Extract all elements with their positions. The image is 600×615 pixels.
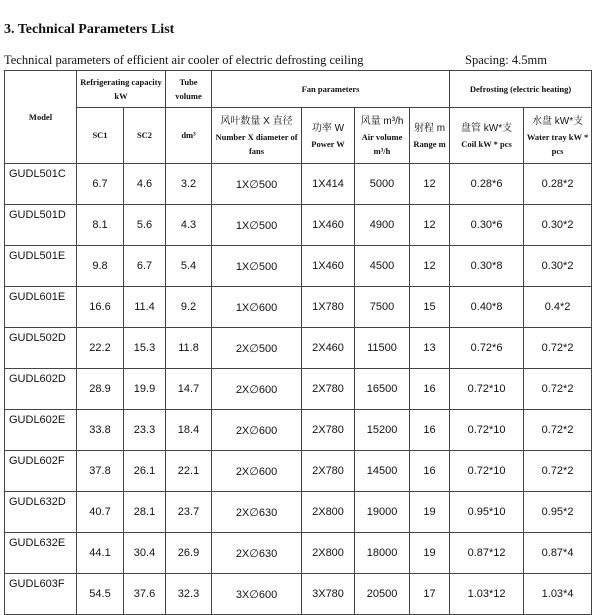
cell-air-volume: 16500 bbox=[355, 369, 410, 410]
header-coil bbox=[450, 108, 524, 164]
cell-coil: 0.72*10 bbox=[450, 369, 524, 410]
cell-power: 1X414 bbox=[302, 164, 355, 205]
cell-sc1: 22.2 bbox=[77, 328, 124, 369]
cell-sc2: 30.4 bbox=[124, 533, 166, 574]
header-row-groups bbox=[5, 71, 592, 108]
header-power-en: Power W bbox=[311, 138, 345, 149]
cell-water-tray: 0.30*2 bbox=[524, 205, 592, 246]
header-water-tray-en: Water tray kW * pcs bbox=[526, 131, 589, 156]
cell-air-volume: 11500 bbox=[355, 328, 410, 369]
technical-parameters-table bbox=[4, 70, 592, 615]
cell-tube-volume: 23.7 bbox=[166, 492, 212, 533]
header-defrosting: Defrosting (electric heating) bbox=[450, 71, 592, 108]
cell-power: 2X800 bbox=[302, 492, 355, 533]
header-sc1: SC1 bbox=[77, 108, 124, 164]
cell-model: GUDL501E bbox=[5, 246, 77, 287]
cell-water-tray: 0.87*4 bbox=[524, 533, 592, 574]
header-model: Model bbox=[5, 71, 77, 164]
cell-air-volume: 14500 bbox=[355, 451, 410, 492]
cell-model: GUDL602E bbox=[5, 410, 77, 451]
cell-power: 1X460 bbox=[302, 246, 355, 287]
cell-range: 15 bbox=[410, 287, 450, 328]
page-heading: 3. Technical Parameters List bbox=[4, 22, 175, 37]
cell-model: GUDL603F bbox=[5, 574, 77, 615]
cell-sc2: 5.6 bbox=[124, 205, 166, 246]
cell-fans: 1X∅500 bbox=[212, 246, 302, 287]
cell-power: 2X780 bbox=[302, 451, 355, 492]
header-air-volume-en: Air volume m³/h bbox=[361, 131, 403, 156]
table-row bbox=[5, 410, 592, 451]
cell-tube-volume: 3.2 bbox=[166, 164, 212, 205]
cell-coil: 1.03*12 bbox=[450, 574, 524, 615]
cell-range: 12 bbox=[410, 164, 450, 205]
cell-air-volume: 19000 bbox=[355, 492, 410, 533]
cell-air-volume: 20500 bbox=[355, 574, 410, 615]
cell-coil: 0.40*8 bbox=[450, 287, 524, 328]
header-tube-volume: Tube volume bbox=[166, 71, 212, 108]
table-row bbox=[5, 492, 592, 533]
header-power bbox=[302, 108, 355, 164]
header-fan-parameters: Fan parameters bbox=[212, 71, 450, 108]
cell-range: 12 bbox=[410, 246, 450, 287]
cell-power: 2X800 bbox=[302, 533, 355, 574]
table-row bbox=[5, 287, 592, 328]
cell-model: GUDL502D bbox=[5, 328, 77, 369]
cell-sc2: 26.1 bbox=[124, 451, 166, 492]
header-fan-count-cn: 风叶数量 X 直径 bbox=[220, 115, 293, 127]
cell-fans: 1X∅500 bbox=[212, 164, 302, 205]
table-row bbox=[5, 205, 592, 246]
cell-air-volume: 7500 bbox=[355, 287, 410, 328]
cell-water-tray: 0.30*2 bbox=[524, 246, 592, 287]
cell-sc1: 8.1 bbox=[77, 205, 124, 246]
cell-range: 19 bbox=[410, 533, 450, 574]
cell-coil: 0.72*6 bbox=[450, 328, 524, 369]
header-range-en: Range m bbox=[413, 138, 446, 149]
cell-tube-volume: 11.8 bbox=[166, 328, 212, 369]
cell-sc1: 33.8 bbox=[77, 410, 124, 451]
header-water-tray bbox=[524, 108, 592, 164]
cell-tube-volume: 9.2 bbox=[166, 287, 212, 328]
cell-sc1: 6.7 bbox=[77, 164, 124, 205]
table-row bbox=[5, 246, 592, 287]
cell-fans: 1X∅600 bbox=[212, 287, 302, 328]
cell-water-tray: 0.28*2 bbox=[524, 164, 592, 205]
cell-model: GUDL501D bbox=[5, 205, 77, 246]
cell-model: GUDL602D bbox=[5, 369, 77, 410]
header-range bbox=[410, 108, 450, 164]
header-water-tray-cn: 水盘 kW*支 bbox=[531, 115, 584, 127]
cell-air-volume: 15200 bbox=[355, 410, 410, 451]
cell-sc1: 16.6 bbox=[77, 287, 124, 328]
cell-fans: 2X∅600 bbox=[212, 369, 302, 410]
header-fan-count-en: Number X diameter of fans bbox=[215, 131, 298, 156]
cell-water-tray: 0.72*2 bbox=[524, 369, 592, 410]
table-row bbox=[5, 451, 592, 492]
cell-model: GUDL632E bbox=[5, 533, 77, 574]
cell-power: 1X460 bbox=[302, 205, 355, 246]
header-range-cn: 射程 m bbox=[413, 122, 446, 134]
cell-coil: 0.30*8 bbox=[450, 246, 524, 287]
cell-range: 13 bbox=[410, 328, 450, 369]
cell-tube-volume: 14.7 bbox=[166, 369, 212, 410]
cell-coil: 0.28*6 bbox=[450, 164, 524, 205]
cell-air-volume: 5000 bbox=[355, 164, 410, 205]
cell-model: GUDL601E bbox=[5, 287, 77, 328]
header-refrigerating-capacity: Refrigerating capacity kW bbox=[77, 71, 166, 108]
header-air-volume-cn: 风量 m³/h bbox=[360, 115, 404, 127]
cell-tube-volume: 18.4 bbox=[166, 410, 212, 451]
cell-power: 2X780 bbox=[302, 369, 355, 410]
cell-coil: 0.30*6 bbox=[450, 205, 524, 246]
cell-air-volume: 18000 bbox=[355, 533, 410, 574]
cell-water-tray: 0.4*2 bbox=[524, 287, 592, 328]
spacing-note: Spacing: 4.5mm bbox=[465, 53, 547, 67]
cell-sc1: 37.8 bbox=[77, 451, 124, 492]
cell-fans: 3X∅600 bbox=[212, 574, 302, 615]
cell-tube-volume: 22.1 bbox=[166, 451, 212, 492]
cell-sc2: 19.9 bbox=[124, 369, 166, 410]
cell-fans: 2X∅600 bbox=[212, 410, 302, 451]
header-coil-cn: 盘管 kW*支 bbox=[460, 122, 513, 134]
cell-coil: 0.72*10 bbox=[450, 451, 524, 492]
table-row bbox=[5, 369, 592, 410]
cell-model: GUDL632D bbox=[5, 492, 77, 533]
header-air-volume bbox=[355, 108, 410, 164]
cell-range: 16 bbox=[410, 451, 450, 492]
cell-sc2: 6.7 bbox=[124, 246, 166, 287]
cell-tube-volume: 5.4 bbox=[166, 246, 212, 287]
cell-fans: 2X∅630 bbox=[212, 492, 302, 533]
cell-water-tray: 0.72*2 bbox=[524, 410, 592, 451]
cell-fans: 1X∅500 bbox=[212, 205, 302, 246]
cell-tube-volume: 4.3 bbox=[166, 205, 212, 246]
cell-sc1: 28.9 bbox=[77, 369, 124, 410]
cell-sc2: 23.3 bbox=[124, 410, 166, 451]
cell-tube-volume: 32.3 bbox=[166, 574, 212, 615]
cell-range: 12 bbox=[410, 205, 450, 246]
cell-fans: 2X∅630 bbox=[212, 533, 302, 574]
cell-model: GUDL501C bbox=[5, 164, 77, 205]
cell-power: 2X780 bbox=[302, 410, 355, 451]
cell-water-tray: 0.95*2 bbox=[524, 492, 592, 533]
cell-fans: 2X∅500 bbox=[212, 328, 302, 369]
cell-model: GUDL602F bbox=[5, 451, 77, 492]
cell-sc2: 4.6 bbox=[124, 164, 166, 205]
table-row bbox=[5, 164, 592, 205]
cell-air-volume: 4900 bbox=[355, 205, 410, 246]
cell-sc1: 9.8 bbox=[77, 246, 124, 287]
table-caption-line bbox=[4, 53, 594, 68]
cell-power: 1X780 bbox=[302, 287, 355, 328]
cell-coil: 0.95*10 bbox=[450, 492, 524, 533]
cell-sc1: 54.5 bbox=[77, 574, 124, 615]
cell-coil: 0.72*10 bbox=[450, 410, 524, 451]
header-power-cn: 功率 W bbox=[311, 122, 345, 134]
cell-sc1: 40.7 bbox=[77, 492, 124, 533]
cell-range: 17 bbox=[410, 574, 450, 615]
cell-sc2: 15.3 bbox=[124, 328, 166, 369]
cell-power: 2X460 bbox=[302, 328, 355, 369]
cell-range: 19 bbox=[410, 492, 450, 533]
cell-sc2: 28.1 bbox=[124, 492, 166, 533]
cell-sc2: 37.6 bbox=[124, 574, 166, 615]
cell-sc2: 11.4 bbox=[124, 287, 166, 328]
cell-range: 16 bbox=[410, 410, 450, 451]
cell-water-tray: 0.72*2 bbox=[524, 328, 592, 369]
header-sc2: SC2 bbox=[124, 108, 166, 164]
header-fan-count bbox=[212, 108, 302, 164]
table-row bbox=[5, 533, 592, 574]
cell-air-volume: 4500 bbox=[355, 246, 410, 287]
cell-coil: 0.87*12 bbox=[450, 533, 524, 574]
cell-sc1: 44.1 bbox=[77, 533, 124, 574]
cell-water-tray: 1.03*4 bbox=[524, 574, 592, 615]
table-row bbox=[5, 574, 592, 615]
header-coil-en: Coil kW * pcs bbox=[461, 138, 512, 149]
cell-tube-volume: 26.9 bbox=[166, 533, 212, 574]
cell-fans: 2X∅600 bbox=[212, 451, 302, 492]
header-row-units bbox=[5, 108, 592, 164]
cell-range: 16 bbox=[410, 369, 450, 410]
table-body bbox=[5, 164, 592, 615]
table-caption: Technical parameters of efficient air cooler of electric defrosting ceiling bbox=[4, 53, 364, 67]
cell-power: 3X780 bbox=[302, 574, 355, 615]
cell-water-tray: 0.72*2 bbox=[524, 451, 592, 492]
table-row bbox=[5, 328, 592, 369]
header-tube-unit: dm³ bbox=[166, 108, 212, 164]
